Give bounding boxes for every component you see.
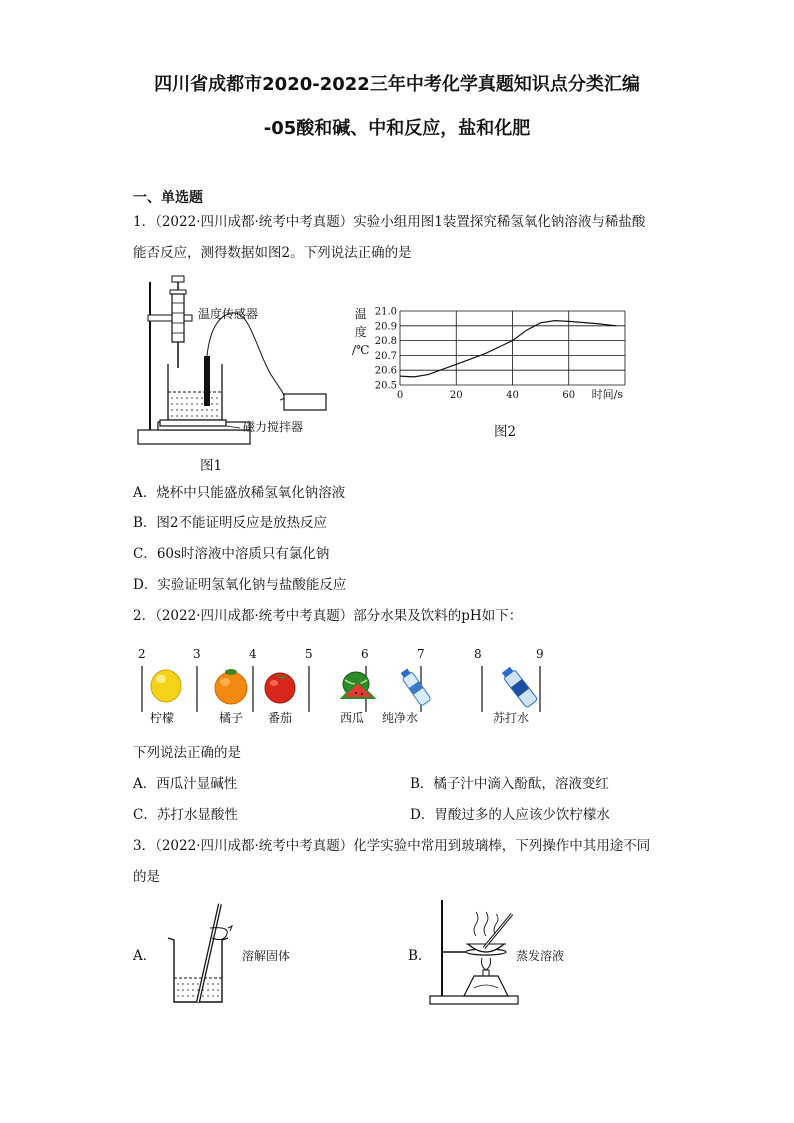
q1-fig1-stirrer-label: 磁力搅拌器 [243,420,304,434]
ph-item-label: 番茄 [268,711,293,725]
q1-figure1-apparatus [130,268,340,480]
stand-base [138,430,250,444]
q3-option-a-label: 溶解固体 [242,949,291,963]
lemon-icon [151,670,181,702]
q2-option-b[interactable]: B．橘子汁中滴入酚酞，溶液变红 [410,776,609,792]
ph-number: 7 [417,647,425,661]
data-logger-box [284,394,326,410]
orange-icon [215,669,247,704]
ph-item-label: 苏打水 [493,711,530,725]
watermelon-icon [342,672,374,698]
water-bottle-icon [399,667,431,706]
ph-item-label: 纯净水 [382,711,419,725]
chart-x-tick-label: 0 [396,390,404,401]
q1-option-b[interactable]: B．图2不能证明反应是放热反应 [133,515,328,531]
ph-item-label: 西瓜 [340,711,365,725]
chart-series-line [400,321,617,377]
ph-number: 5 [305,647,313,661]
q1-figure2-chart [370,305,635,405]
q2-option-c[interactable]: C．苏打水显酸性 [133,807,238,823]
chart-y-tick-label: 20.6 [374,365,397,377]
q1-fig1-sensor-label: 温度传感器 [198,307,259,321]
temperature-sensor [204,356,210,406]
q2-question: 下列说法正确的是 [133,745,241,761]
ylabel-part: /℃ [352,343,370,357]
q3-stem-line1: 3．（2022·四川成都·统考中考真题）化学实验中常用到玻璃棒，下列操作中其用途不同 [133,838,651,854]
chart-y-tick-label: 20.9 [374,321,397,333]
chart-x-axis-label: 时间/s [591,388,623,401]
q3-stem-line2: 的是 [133,869,160,885]
soda-bottle-icon [500,666,538,709]
chart-x-tick-label: 20 [449,390,463,401]
q2-stem: 2．（2022·四川成都·统考中考真题）部分水果及饮料的pH如下： [133,608,523,624]
q1-fig2-ylabel [352,305,369,359]
q1-option-a[interactable]: A．烧杯中只能盛放稀氢氧化钠溶液 [133,485,346,501]
chart-x-tick-label: 40 [506,390,519,401]
ph-item-label: 橘子 [219,711,244,725]
section-heading: 一、单选题 [133,190,203,206]
q1-option-c[interactable]: C．60s时溶液中溶质只有氯化钠 [133,546,330,562]
ylabel-part: 度 [354,325,367,339]
beaker [168,938,228,1002]
ph-number: 6 [361,647,369,661]
doc-title-line2: -05酸和碱、中和反应，盐和化肥 [263,118,531,139]
q3-option-a-figure [160,898,240,1008]
chart-y-tick-label: 20.8 [374,336,397,348]
chart-x-tick-label: 60 [562,390,576,401]
tomato-icon [265,673,295,703]
alcohol-lamp [464,976,508,996]
q3-option-b-label: 蒸发溶液 [516,949,565,963]
ph-number: 2 [138,647,146,661]
q2-option-d[interactable]: D．胃酸过多的人应该少饮柠檬水 [410,807,610,823]
chart-y-tick-label: 20.5 [374,380,397,392]
ylabel-part: 温 [354,307,367,321]
ph-number: 3 [193,647,201,661]
syringe [172,294,184,342]
chart-y-tick-label: 20.7 [374,350,397,362]
doc-title-line1: 四川省成都市2020-2022三年中考化学真题知识点分类汇编 [154,74,640,95]
ph-number: 8 [474,647,482,661]
q3-option-b-letter[interactable]: B． [408,948,432,964]
chart-y-tick-label: 21.0 [374,306,397,318]
ph-item-label: 柠檬 [150,711,175,725]
q1-option-d[interactable]: D．实验证明氢氧化钠与盐酸能反应 [133,577,347,593]
q1-fig1-caption: 图1 [200,458,223,474]
q1-stem-line2: 能否反应，测得数据如图2。下列说法正确的是 [133,245,412,261]
q3-option-a-letter[interactable]: A． [133,948,157,964]
q1-fig2-caption: 图2 [494,424,517,440]
q2-option-a[interactable]: A．西瓜汁显碱性 [133,776,238,792]
magnetic-stirrer [160,420,226,426]
ph-number: 9 [536,647,544,661]
q1-stem-line1: 1．（2022·四川成都·统考中考真题）实验小组用图1装置探究稀氢氧化钠溶液与稀盐酸 [133,214,646,230]
ph-number: 4 [249,647,257,661]
